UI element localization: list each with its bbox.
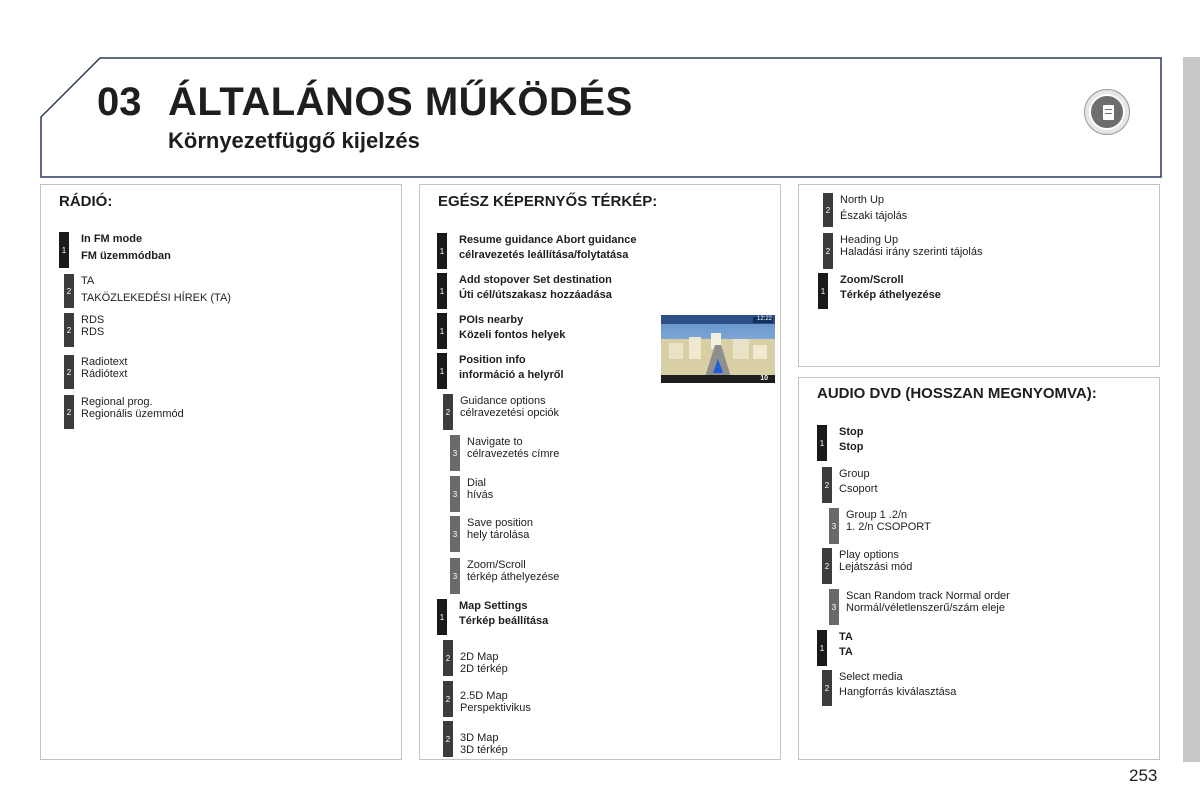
menu-item-en: North Up xyxy=(840,194,885,206)
menu-item-en: Scan Random track Normal order xyxy=(846,590,1010,602)
level-badge: 2 xyxy=(822,467,832,503)
menu-item-hu: Regionális üzemmód xyxy=(81,408,184,420)
menu-item-en: 3D Map xyxy=(460,732,499,744)
menu-item-en: Add stopover Set destination xyxy=(459,274,612,286)
level-badge: 2 xyxy=(823,233,833,269)
level-badge: 2 xyxy=(823,193,833,227)
level-badge: 3 xyxy=(829,589,839,625)
menu-item-hu: Úti cél/útszakasz hozzáadása xyxy=(459,289,612,301)
level-badge: 2 xyxy=(64,274,74,308)
menu-item-en: Radiotext xyxy=(81,356,128,368)
level-badge: 2 xyxy=(64,355,74,389)
menu-item-en: Zoom/Scroll xyxy=(840,274,904,286)
level-badge: 3 xyxy=(450,516,460,552)
map-time: 12:22 xyxy=(756,316,772,322)
menu-item-hu: FM üzemmódban xyxy=(81,250,171,262)
menu-item-hu: Perspektivikus xyxy=(460,702,531,714)
level-badge: 1 xyxy=(437,233,447,269)
menu-item-hu: hívás xyxy=(467,489,494,501)
menu-item-hu: információ a helyről xyxy=(459,369,564,381)
menu-item-hu: célravezetés leállítása/folytatása xyxy=(459,249,629,261)
level-badge: 3 xyxy=(450,476,460,512)
menu-item-hu: Térkép áthelyezése xyxy=(840,289,941,301)
level-badge: 2 xyxy=(822,548,832,584)
menu-item-en: Group xyxy=(839,468,870,480)
menu-item-en: Play options xyxy=(839,549,899,561)
menu-item-hu: RDS xyxy=(81,326,105,338)
level-badge: 2 xyxy=(64,313,74,347)
level-badge: 1 xyxy=(817,425,827,461)
level-badge: 2 xyxy=(443,640,453,676)
menu-item-en: Dial xyxy=(467,477,486,489)
menu-item-hu: 3D térkép xyxy=(460,744,508,756)
chapter-title: ÁLTALÁNOS MŰKÖDÉS xyxy=(168,80,633,124)
menu-item-en: TA xyxy=(81,275,95,287)
book-icon xyxy=(1084,89,1130,135)
menu-item-en: 2.5D Map xyxy=(460,690,508,702)
menu-item-en: Heading Up xyxy=(840,234,899,246)
menu-item-hu: 2D térkép xyxy=(460,663,508,675)
radio-panel-title: RÁDIÓ: xyxy=(59,193,113,210)
menu-item-hu: célravezetés címre xyxy=(467,448,560,460)
menu-item-hu: Lejátszási mód xyxy=(839,561,913,573)
level-badge: 1 xyxy=(817,630,827,666)
map-panel-title: EGÉSZ KÉPERNYŐS TÉRKÉP: xyxy=(438,193,658,210)
menu-item-hu: Hangforrás kiválasztása xyxy=(839,686,957,698)
menu-item-hu: 1. 2/n CSOPORT xyxy=(846,521,931,533)
side-tab-strip xyxy=(1183,57,1200,762)
menu-item-en: Resume guidance Abort guidance xyxy=(459,234,637,246)
menu-item-en: Zoom/Scroll xyxy=(467,559,526,571)
menu-item-hu: célravezetési opciók xyxy=(460,407,560,419)
level-badge: 2 xyxy=(443,721,453,757)
menu-item-en: Save position xyxy=(467,517,534,529)
menu-item-hu: Stop xyxy=(839,441,864,453)
menu-item-en: Position info xyxy=(459,354,526,366)
map-distance: 10 xyxy=(760,375,768,382)
menu-item-en: RDS xyxy=(81,314,105,326)
menu-item-en: POIs nearby xyxy=(459,314,524,326)
level-badge: 1 xyxy=(437,599,447,635)
level-badge: 1 xyxy=(59,232,69,268)
menu-item-hu: Rádiótext xyxy=(81,368,128,380)
menu-item-hu: hely tárolása xyxy=(467,529,530,541)
level-badge: 1 xyxy=(437,353,447,389)
level-badge: 1 xyxy=(818,273,828,309)
menu-item-hu: Normál/véletlenszerű/szám eleje xyxy=(846,602,1005,614)
menu-item-en: Stop xyxy=(839,426,864,438)
menu-item-hu: Északi tájolás xyxy=(840,210,908,222)
section-subtitle: Környezetfüggő kijelzés xyxy=(168,128,420,153)
menu-item-hu: Közeli fontos helyek xyxy=(459,329,566,341)
level-badge: 2 xyxy=(443,394,453,430)
level-badge: 1 xyxy=(437,313,447,349)
radio-panel xyxy=(40,184,402,760)
menu-item-en: TA xyxy=(839,631,853,643)
menu-item-en: 2D Map xyxy=(460,651,499,663)
dvd-panel-title: AUDIO DVD (HOSSZAN MEGNYOMVA): xyxy=(817,385,1097,402)
level-badge: 3 xyxy=(450,435,460,471)
menu-item-hu: Térkép beállítása xyxy=(459,615,549,627)
menu-item-hu: Csoport xyxy=(839,483,878,495)
level-badge: 3 xyxy=(829,508,839,544)
menu-item-hu: Haladási irány szerinti tájolás xyxy=(840,246,983,258)
page-number: 253 xyxy=(1129,766,1158,785)
level-badge: 3 xyxy=(450,558,460,594)
menu-item-en: Regional prog. xyxy=(81,396,153,408)
menu-item-hu: térkép áthelyezése xyxy=(467,571,560,583)
menu-item-en: Guidance options xyxy=(460,395,546,407)
menu-item-hu: TA xyxy=(839,646,853,658)
chapter-number: 03 xyxy=(97,80,142,124)
map-screen-thumbnail xyxy=(661,315,775,383)
menu-item-en: Map Settings xyxy=(459,600,528,612)
menu-item-en: Select media xyxy=(839,671,903,683)
menu-item-hu: TAKÖZLEKEDÉSI HÍREK (TA) xyxy=(81,292,231,304)
level-badge: 2 xyxy=(64,395,74,429)
level-badge: 1 xyxy=(437,273,447,309)
level-badge: 2 xyxy=(443,681,453,717)
menu-item-en: In FM mode xyxy=(81,233,143,245)
menu-item-en: Group 1 .2/n xyxy=(846,509,908,521)
level-badge: 2 xyxy=(822,670,832,706)
menu-item-en: Navigate to xyxy=(467,436,523,448)
